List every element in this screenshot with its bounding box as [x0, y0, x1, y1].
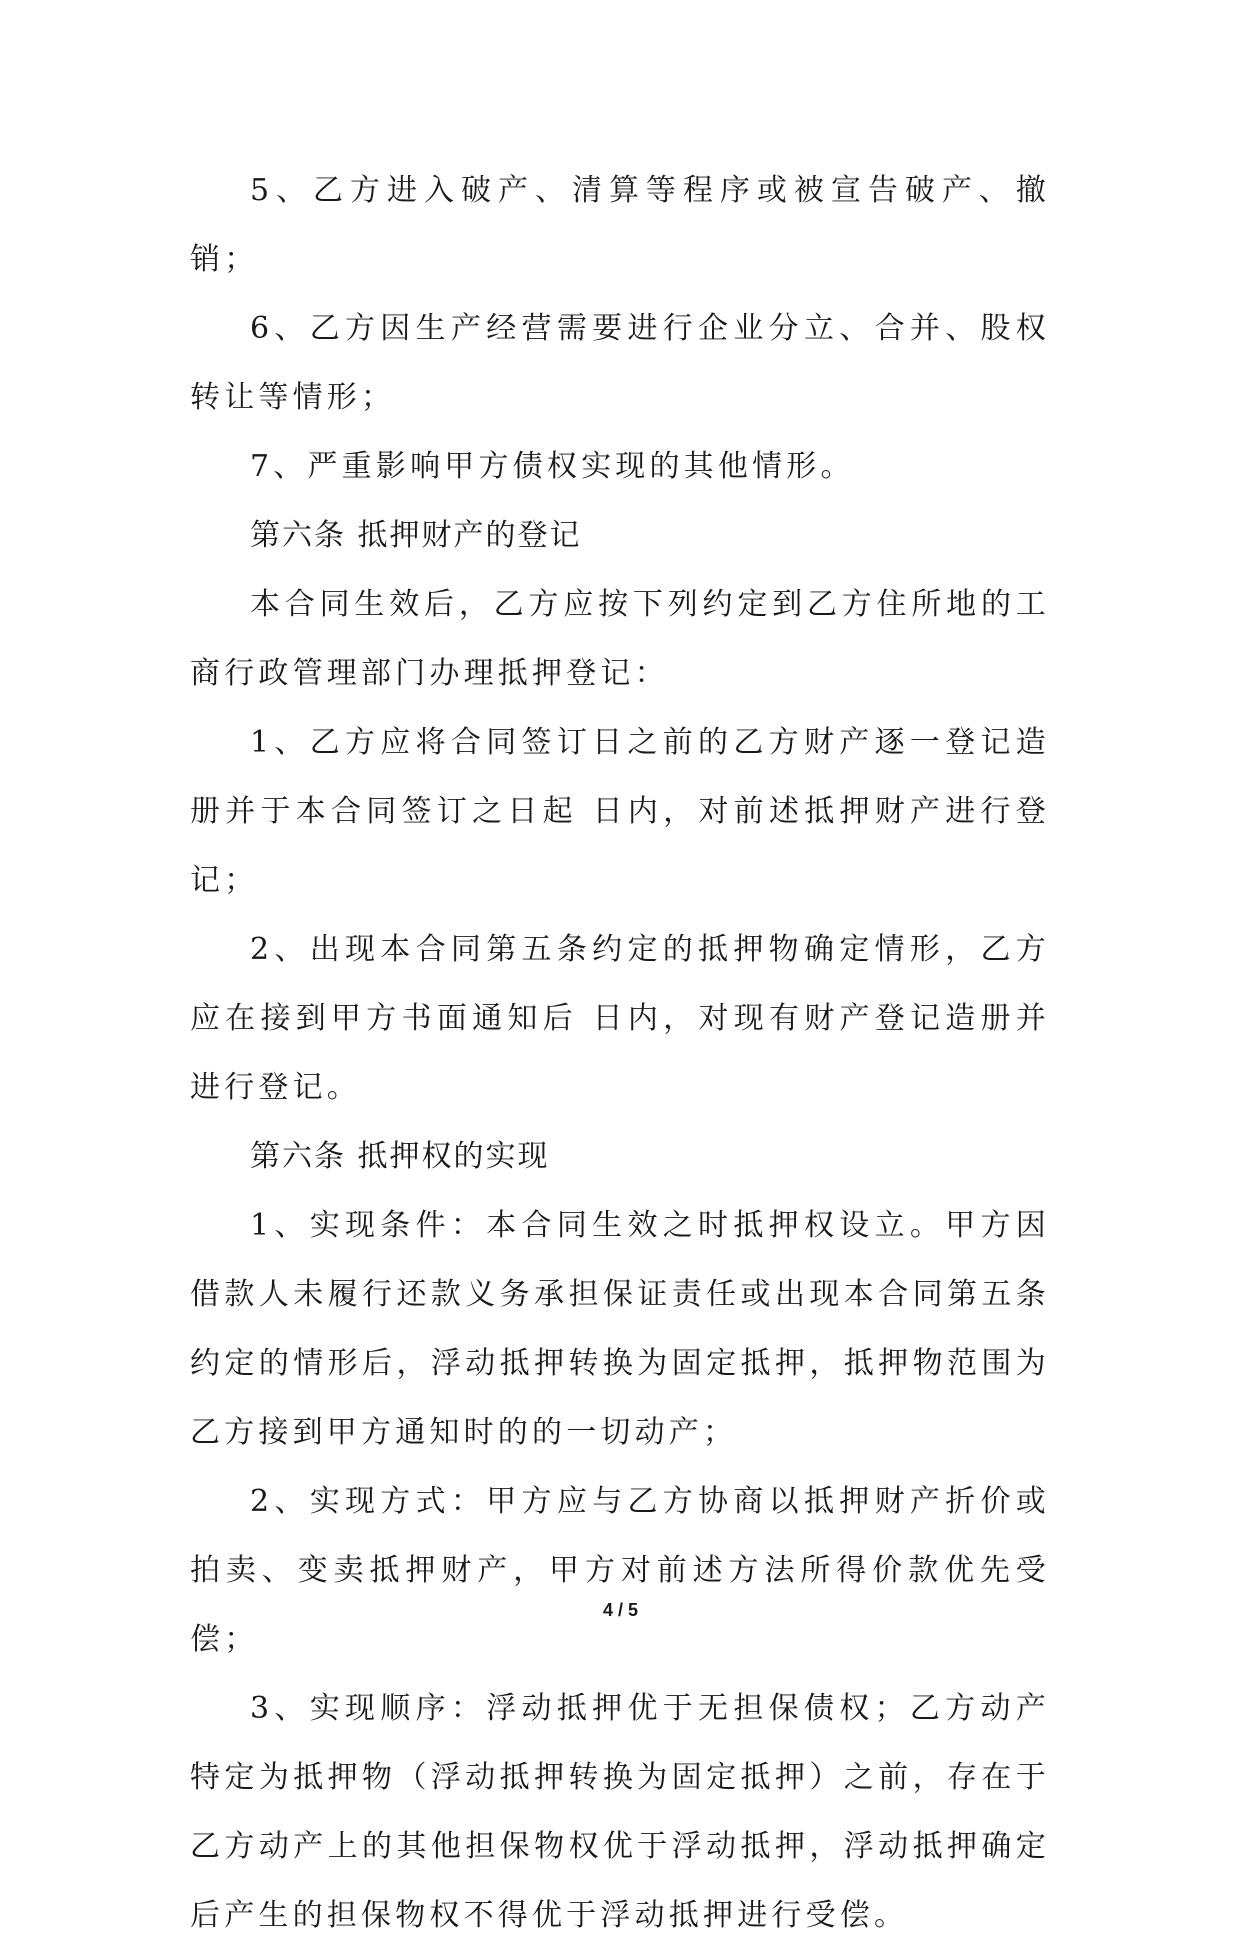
section-heading-realization: 第六条 抵押权的实现 [250, 1139, 550, 1174]
paragraph-item-6: 6、乙方因生产经营需要进行企业分立、合并、股权转让等情形； [190, 311, 1050, 415]
paragraph-registration-intro: 本合同生效后，乙方应按下列约定到乙方住所地的工商行政管理部门办理抵押登记： [190, 587, 1050, 691]
page-number: 4 / 5 [602, 1600, 639, 1620]
paragraph-item-7: 7、严重影响甲方债权实现的其他情形。 [250, 449, 855, 484]
paragraph-realization-order: 3、实现顺序：浮动抵押优于无担保债权；乙方动产特定为抵押物（浮动抵押转换为固定抵押）之前，存在于乙方动产上的其他担保物权优于浮动抵押，浮动抵押确定后产生的担保物权不得优于浮动抵押进行受偿。 [190, 1691, 1050, 1933]
paragraph-realization-method: 2、实现方式：甲方应与乙方协商以抵押财产折价或拍卖、变卖抵押财产，甲方对前述方法所得价款优先受偿； [190, 1484, 1050, 1657]
paragraph-realization-conditions: 1、实现条件：本合同生效之时抵押权设立。甲方因借款人未履行还款义务承担保证责任或出现本合同第五条约定的情形后，浮动抵押转换为固定抵押，抵押物范围为乙方接到甲方通知时的的一切动产； [190, 1208, 1050, 1450]
paragraph-registration-2: 2、出现本合同第五条约定的抵押物确定情形，乙方应在接到甲方书面通知后 日内，对现有财产登记造册并进行登记。 [190, 932, 1050, 1105]
paragraph-item-5: 5、乙方进入破产、清算等程序或被宣告破产、撤销； [190, 173, 1050, 277]
paragraph-registration-1: 1、乙方应将合同签订日之前的乙方财产逐一登记造册并于本合同签订之日起 日内，对前述抵押财产进行登记； [190, 725, 1050, 898]
section-heading-registration: 第六条 抵押财产的登记 [250, 518, 582, 553]
document-body [190, 156, 1050, 1950]
